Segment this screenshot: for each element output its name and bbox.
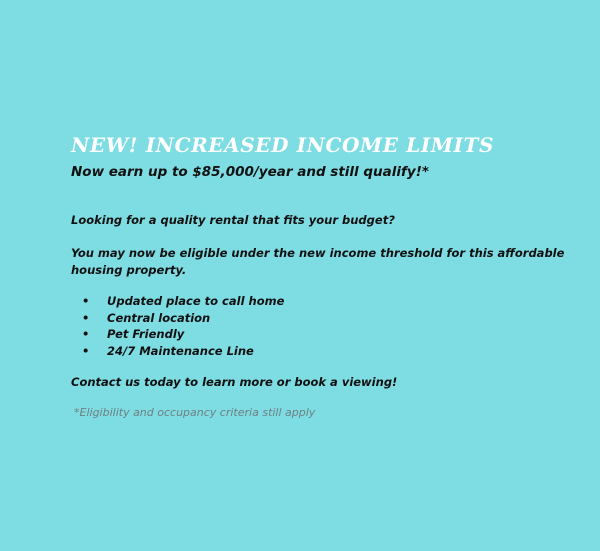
feature-item — [71, 343, 284, 360]
feature-list — [71, 293, 284, 359]
question-text: Looking for a quality rental that fits your budget? — [71, 213, 395, 227]
bullet-icon: • — [82, 294, 90, 308]
bullet-icon: • — [82, 327, 90, 341]
feature-label: 24/7 Maintenance Line — [107, 343, 254, 358]
feature-item — [71, 293, 284, 310]
feature-label: Updated place to call home — [107, 294, 285, 308]
call-to-action: Contact us today to learn more or book a viewing! — [71, 375, 398, 389]
feature-item — [71, 310, 284, 327]
subheadline: Now earn up to $85,000/year and still qualify!* — [71, 164, 429, 180]
bullet-icon: • — [82, 310, 90, 325]
feature-label: Pet Friendly — [107, 327, 185, 341]
disclaimer: *Eligibility and occupancy criteria still apply — [74, 406, 316, 419]
bullet-icon: • — [82, 343, 90, 358]
headline: NEW! INCREASED INCOME LIMITS — [71, 133, 495, 157]
feature-item — [71, 326, 284, 343]
eligibility-text: You may now be eligible under the new income threshold for this affordable housing property. — [71, 246, 565, 277]
feature-label: Central location — [107, 310, 211, 325]
